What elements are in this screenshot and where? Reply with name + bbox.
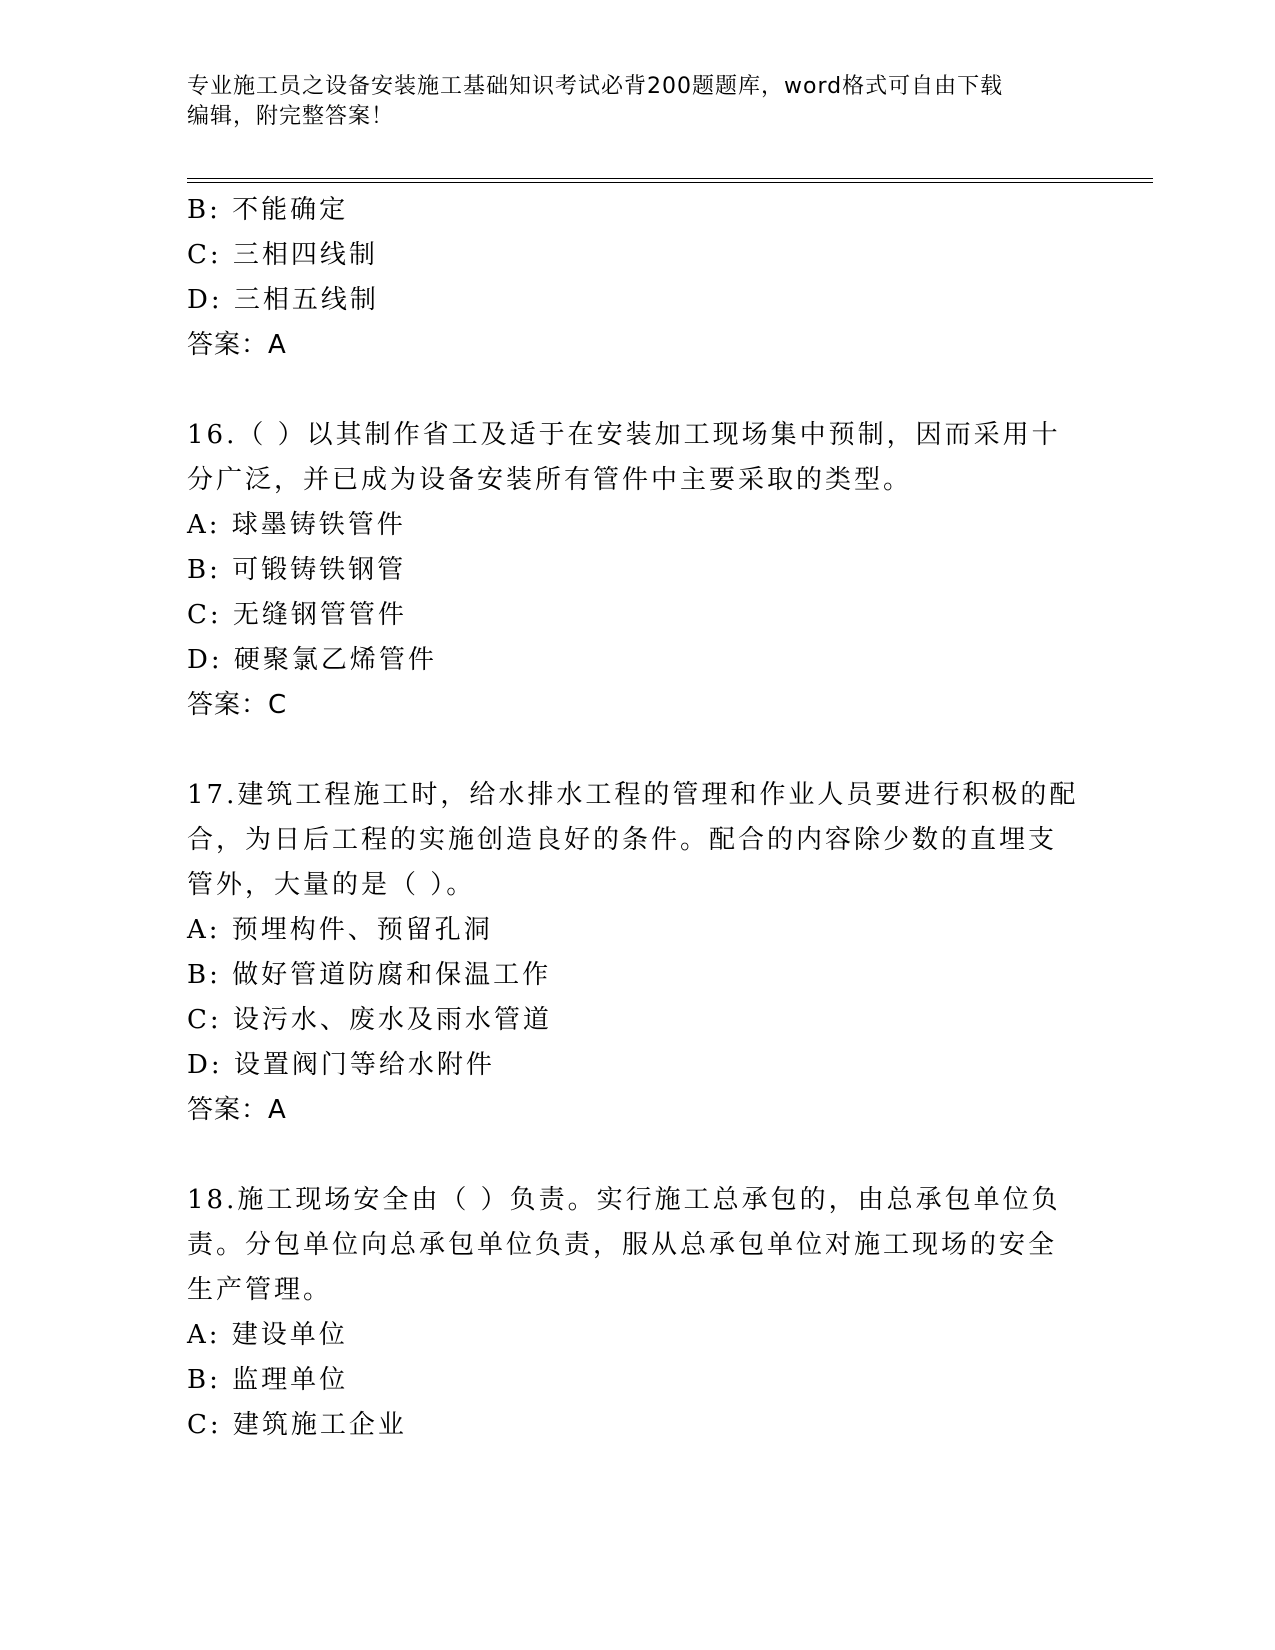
q16-option-d: D: 硬聚氯乙烯管件 [187,645,437,675]
q17-option-c: C: 设污水、废水及雨水管道 [187,1005,552,1035]
header-title-line-2: 编辑，附完整答案！ [187,104,395,129]
q17-stem-line-3: 管外，大量的是（ ）。 [187,870,476,900]
header-divider-bottom [187,182,1153,183]
q17-option-b: B: 做好管道防腐和保温工作 [187,960,552,990]
q16-stem-line-1: 16.（ ）以其制作省工及适于在安装加工现场集中预制，因而采用十 [187,420,1061,450]
q15-option-c: C: 三相四线制 [187,240,378,270]
q18-stem-line-3: 生产管理。 [187,1275,333,1305]
q16-stem-line-2: 分广泛，并已成为设备安装所有管件中主要采取的类型。 [187,465,913,495]
q15-answer: 答案：A [187,330,287,360]
q17-stem-line-1: 17.建筑工程施工时，给水排水工程的管理和作业人员要进行积极的配 [187,780,1079,810]
q17-stem-line-2: 合，为日后工程的实施创造良好的条件。配合的内容除少数的直埋支 [187,825,1058,855]
q16-option-c: C: 无缝钢管管件 [187,600,407,630]
header-title-line-1: 专业施工员之设备安装施工基础知识考试必背200题题库，word格式可自由下载 [187,74,1004,99]
q15-option-b: B: 不能确定 [187,195,349,225]
q18-option-c: C: 建筑施工企业 [187,1410,407,1440]
q17-option-a: A: 预埋构件、预留孔洞 [187,915,493,945]
q16-option-a: A: 球墨铸铁管件 [187,510,406,540]
q17-answer: 答案：A [187,1095,287,1125]
q18-stem-line-1: 18.施工现场安全由（ ）负责。实行施工总承包的，由总承包单位负 [187,1185,1061,1215]
q16-answer: 答案：C [187,690,288,720]
q18-option-a: A: 建设单位 [187,1320,348,1350]
q18-option-b: B: 监理单位 [187,1365,349,1395]
q15-option-d: D: 三相五线制 [187,285,379,315]
document-header [187,72,1067,132]
q18-stem-line-2: 责。分包单位向总承包单位负责，服从总承包单位对施工现场的安全 [187,1230,1058,1260]
q17-option-d: D: 设置阀门等给水附件 [187,1050,495,1080]
q16-option-b: B: 可锻铸铁钢管 [187,555,407,585]
header-divider-top [187,178,1153,179]
